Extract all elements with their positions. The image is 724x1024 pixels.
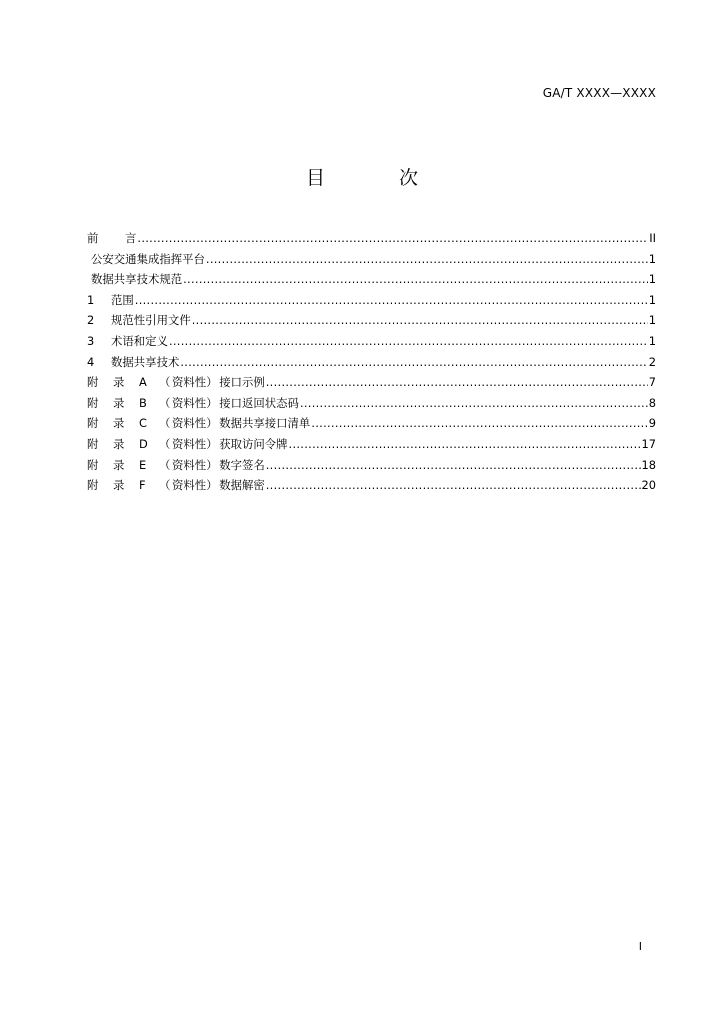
dot-leader (137, 228, 648, 249)
toc-label-char: 言 (125, 231, 137, 245)
appendix-open-paren: （ (159, 478, 171, 493)
toc-page-number: 20 (641, 478, 656, 493)
toc-label-char: 前 (87, 231, 99, 245)
appendix-open-paren: （ (159, 416, 171, 431)
section-title: 范围 (111, 292, 134, 307)
dot-leader (300, 393, 648, 414)
appendix-word: 附 (87, 416, 99, 431)
toc-entry-label (87, 290, 134, 311)
appendix-kind: 资料性 (172, 478, 207, 493)
toc-entry-foreword[interactable] (87, 228, 656, 249)
appendix-word: 录 (113, 436, 125, 451)
appendix-letter: E (139, 457, 147, 472)
dot-leader (192, 310, 648, 331)
appendix-word: 附 (87, 478, 99, 493)
appendix-word: 录 (113, 375, 125, 390)
appendix-letter: A (139, 375, 147, 390)
toc-entry-label (87, 393, 299, 414)
appendix-title: 获取访问令牌 (219, 436, 288, 451)
toc-page-number: 18 (641, 457, 656, 472)
appendix-title: 数字签名 (219, 457, 265, 472)
appendix-kind: 资料性 (172, 395, 207, 410)
appendix-open-paren: （ (159, 436, 171, 451)
dot-leader (183, 269, 648, 290)
toc-entry-label (87, 331, 168, 352)
appendix-word: 录 (113, 395, 125, 410)
appendix-close-paren: ） (206, 395, 218, 410)
appendix-close-paren: ） (206, 375, 218, 390)
toc-page-number: 1 (648, 251, 656, 266)
toc-entry-section[interactable] (87, 310, 656, 331)
toc-page-number: 7 (648, 375, 656, 390)
appendix-title: 接口示例 (219, 375, 265, 390)
toc-entry-appendix[interactable] (87, 393, 656, 414)
section-title: 术语和定义 (111, 333, 168, 348)
dot-leader (289, 434, 641, 455)
toc-page-number: 1 (648, 333, 656, 348)
table-of-contents (87, 228, 656, 496)
toc-entry-label (87, 413, 310, 434)
dot-leader (266, 455, 641, 476)
appendix-kind: 资料性 (172, 457, 207, 472)
toc-entry-appendix[interactable] (87, 372, 656, 393)
appendix-open-paren: （ (159, 457, 171, 472)
appendix-word: 录 (113, 416, 125, 431)
appendix-close-paren: ） (206, 436, 218, 451)
toc-entry-label (87, 434, 288, 455)
appendix-letter: F (139, 478, 146, 493)
section-title: 规范性引用文件 (111, 313, 191, 328)
dot-leader (266, 372, 648, 393)
appendix-word: 录 (113, 457, 125, 472)
toc-page-number: 2 (648, 354, 656, 369)
appendix-close-paren: ） (206, 416, 218, 431)
dot-leader (311, 413, 647, 434)
dot-leader (135, 290, 648, 311)
appendix-close-paren: ） (206, 478, 218, 493)
toc-entry-label (87, 475, 265, 496)
dot-leader (169, 331, 648, 352)
toc-page-number: 1 (648, 272, 656, 287)
appendix-close-paren: ） (206, 457, 218, 472)
appendix-letter: D (139, 436, 148, 451)
appendix-title: 接口返回状态码 (219, 395, 299, 410)
section-number: 2 (87, 313, 95, 328)
appendix-word: 附 (87, 395, 99, 410)
toc-entry-appendix[interactable] (87, 413, 656, 434)
appendix-open-paren: （ (159, 375, 171, 390)
toc-entry-label: 公安交通集成指挥平台 (91, 251, 205, 266)
toc-entry-section[interactable] (87, 290, 656, 311)
document-code: GA/T XXXX—XXXX (542, 86, 656, 100)
toc-title: 目 次 (305, 167, 453, 189)
appendix-letter: C (139, 416, 147, 431)
toc-entry-appendix[interactable] (87, 434, 656, 455)
page-number-footer: I (638, 940, 642, 953)
toc-entry-label (87, 228, 136, 249)
section-number: 3 (87, 333, 95, 348)
toc-page-number: 1 (648, 313, 656, 328)
toc-entry-section[interactable] (87, 352, 656, 373)
toc-page-number: 17 (641, 436, 656, 451)
section-number: 4 (87, 354, 95, 369)
dot-leader (266, 475, 641, 496)
appendix-word: 附 (87, 375, 99, 390)
appendix-word: 附 (87, 436, 99, 451)
toc-page-number: 8 (648, 395, 656, 410)
appendix-letter: B (139, 395, 147, 410)
toc-entry-appendix[interactable] (87, 475, 656, 496)
section-number: 1 (87, 292, 95, 307)
appendix-kind: 资料性 (172, 375, 207, 390)
appendix-kind: 资料性 (172, 436, 207, 451)
appendix-kind: 资料性 (172, 416, 207, 431)
toc-page-number: 1 (648, 292, 656, 307)
toc-entry-label (87, 372, 265, 393)
toc-entry-label (87, 455, 265, 476)
toc-page-number: 9 (648, 416, 656, 431)
toc-entry-spec[interactable] (87, 269, 656, 290)
toc-entry-section[interactable] (87, 331, 656, 352)
toc-entry-label (87, 310, 191, 331)
toc-entry-platform[interactable] (87, 249, 656, 270)
appendix-title: 数据共享接口清单 (219, 416, 311, 431)
appendix-word: 附 (87, 457, 99, 472)
appendix-word: 录 (113, 478, 125, 493)
toc-entry-label (87, 352, 179, 373)
section-title: 数据共享技术 (111, 354, 180, 369)
toc-entry-appendix[interactable] (87, 455, 656, 476)
appendix-open-paren: （ (159, 395, 171, 410)
dot-leader (206, 249, 648, 270)
dot-leader (180, 352, 647, 373)
toc-page-number: II (649, 231, 656, 245)
appendix-title: 数据解密 (219, 478, 265, 493)
toc-entry-label: 数据共享技术规范 (91, 272, 183, 287)
